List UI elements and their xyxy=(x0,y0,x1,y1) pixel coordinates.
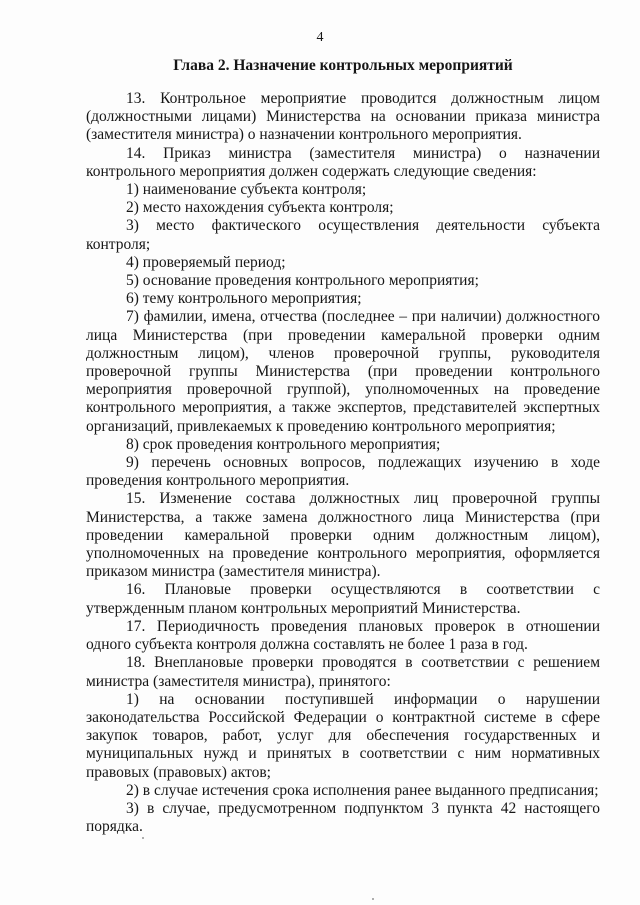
paragraph-15: 15. Изменение состава должностных лиц проверочной группы Министерства, а также замена должностного лица Министерства (при проведении камеральной проверки одним должностным лицом), уполномоченных на проведение контрольного мероприятия, оформляется приказом министра (заместителя министра). xyxy=(86,490,600,581)
scan-speck xyxy=(142,837,144,839)
list-item-14-5: 5) основание проведения контрольного мероприятия; xyxy=(126,272,479,290)
list-item-18-1: 1) на основании поступившей информации о нарушении законодательства Российской Федерации о контрактной системе в сфере закупок товаров, работ, услуг для обеспечения государственных и муниципальных нужд и принятых в соответствии с ним нормативных правовых (правовых) актов; xyxy=(86,690,600,781)
paragraph-13: 13. Контрольное мероприятие проводится должностным лицом (должностными лицами) Министерства на основании приказа министра (заместителя министра) о назначении контрольного мероприятия. xyxy=(86,90,600,144)
document-body xyxy=(86,90,600,836)
list-item-18-2: 2) в случае истечения срока исполнения ранее выданного предписания; xyxy=(126,781,599,799)
list-item-14-9: 9) перечень основных вопросов, подлежащих изучению в ходе проведения контрольного мероприятия. xyxy=(86,454,600,490)
paragraph-14: 14. Приказ министра (заместителя министра) о назначении контрольного мероприятия должен содержать следующие сведения: xyxy=(86,144,600,180)
paragraph-16: 16. Плановые проверки осуществляются в соответствии с утвержденным планом контрольных мероприятий Министерства. xyxy=(86,581,600,617)
list-item-14-2: 2) место нахождения субъекта контроля; xyxy=(126,199,394,217)
list-item-14-1: 1) наименование субъекта контроля; xyxy=(126,181,367,199)
list-item-14-3: 3) место фактического осуществления деятельности субъекта контроля; xyxy=(86,217,600,253)
scan-speck xyxy=(372,898,374,900)
list-item-14-4: 4) проверяемый период; xyxy=(126,253,286,271)
list-item-18-3: 3) в случае, предусмотренном подпунктом 3 пункта 42 настоящего порядка. xyxy=(86,799,600,836)
list-item-14-8: 8) срок проведения контрольного мероприятия; xyxy=(126,435,441,453)
chapter-heading: Глава 2. Назначение контрольных мероприятий xyxy=(173,57,513,74)
page-number: 4 xyxy=(316,30,324,45)
list-item-14-7: 7) фамилии, имена, отчества (последнее – при наличии) должностного лица Министерства (при проведении камеральной проверки одним должностным лицом), членов проверочной группы, руководителя проверочной группы Министерства (при проведении контрольного мероприятия проверочной группой), уполномоченных на проведение контрольного мероприятия, а также экспертов, представителей экспертных организаций, привлекаемых к проведению контрольного мероприятия; xyxy=(86,308,600,435)
paragraph-18: 18. Внеплановые проверки проводятся в соответствии с решением министра (заместителя министра), принятого: xyxy=(86,654,600,690)
paragraph-17: 17. Периодичность проведения плановых проверок в отношении одного субъекта контроля должна составлять не более 1 раза в год. xyxy=(86,617,600,654)
list-item-14-6: 6) тему контрольного мероприятия; xyxy=(126,290,362,308)
